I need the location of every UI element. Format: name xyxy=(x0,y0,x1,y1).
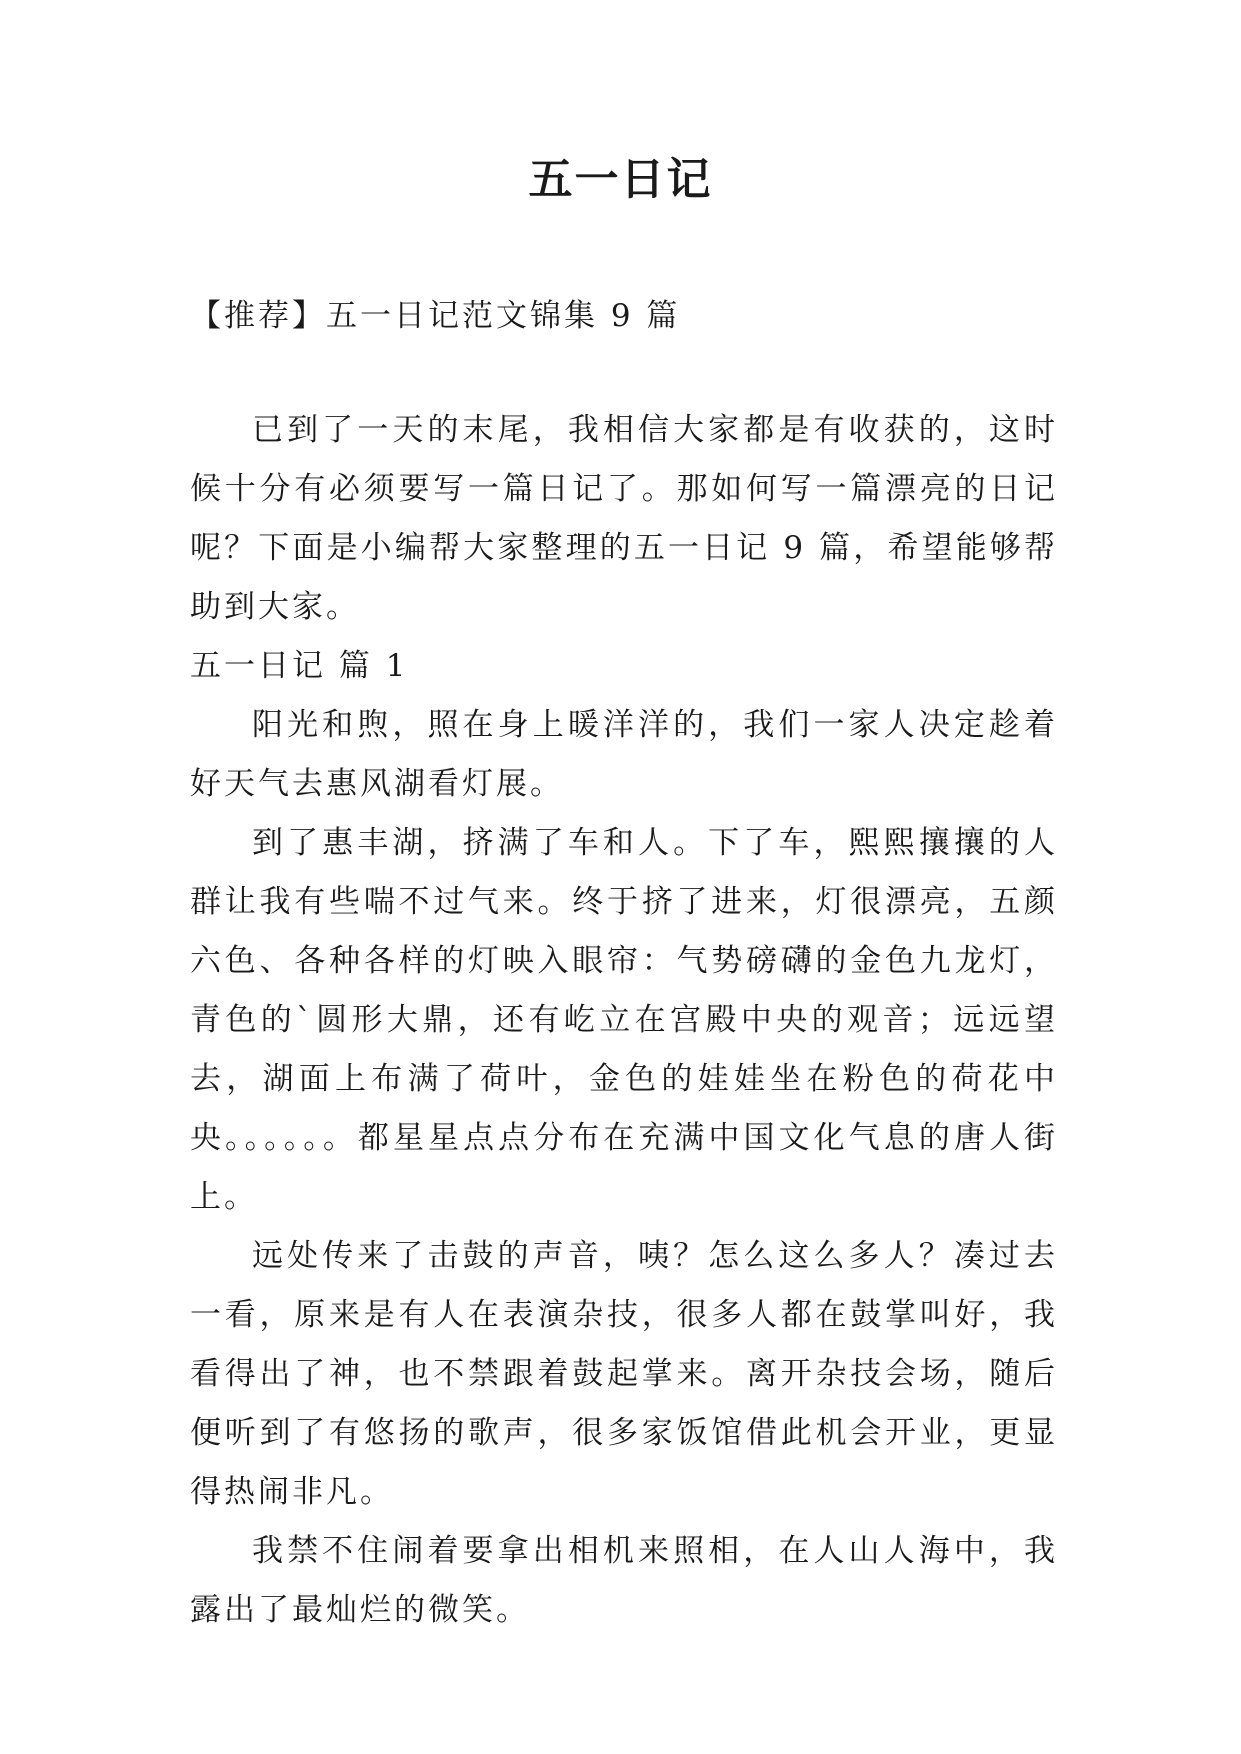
body-paragraph: 到了惠丰湖，挤满了车和人。下了车，熙熙攘攘的人群让我有些喘不过气来。终于挤了进来，灯很漂亮，五颜六色、各种各样的灯映入眼帘：气势磅礴的金色九龙灯，青色的`圆形大鼎，还有屹立在宫殿中央的观音；远远望去，湖面上布满了荷叶，金色的娃娃坐在粉色的荷花中央。。。。。。都星星点点分布在充满中国文化气息的唐人街上。 xyxy=(190,825,1058,1215)
body-paragraph: 远处传来了击鼓的声音，咦？怎么这么多人？凑过去一看，原来是有人在表演杂技，很多人都在鼓掌叫好，我看得出了神，也不禁跟着鼓起掌来。离开杂技会场，随后便听到了有悠扬的歌声，很多家饭馆借此机会开业，更显得热闹非凡。 xyxy=(190,1238,1058,1510)
section-heading: 五一日记 篇 1 xyxy=(190,648,409,684)
document-body xyxy=(190,401,1058,1640)
document-subtitle: 【推荐】五一日记范文锦集 9 篇 xyxy=(190,298,681,334)
body-paragraph: 阳光和煦，照在身上暖洋洋的，我们一家人决定趁着好天气去惠风湖看灯展。 xyxy=(190,707,1058,802)
document-title: 五一日记 xyxy=(528,154,713,205)
intro-paragraph: 已到了一天的末尾，我相信大家都是有收获的，这时候十分有必须要写一篇日记了。那如何写一篇漂亮的日记呢？下面是小编帮大家整理的五一日记 9 篇，希望能够帮助到大家。 xyxy=(190,412,1058,625)
body-paragraph: 我禁不住闹着要拿出相机来照相，在人山人海中，我露出了最灿烂的微笑。 xyxy=(190,1533,1058,1628)
